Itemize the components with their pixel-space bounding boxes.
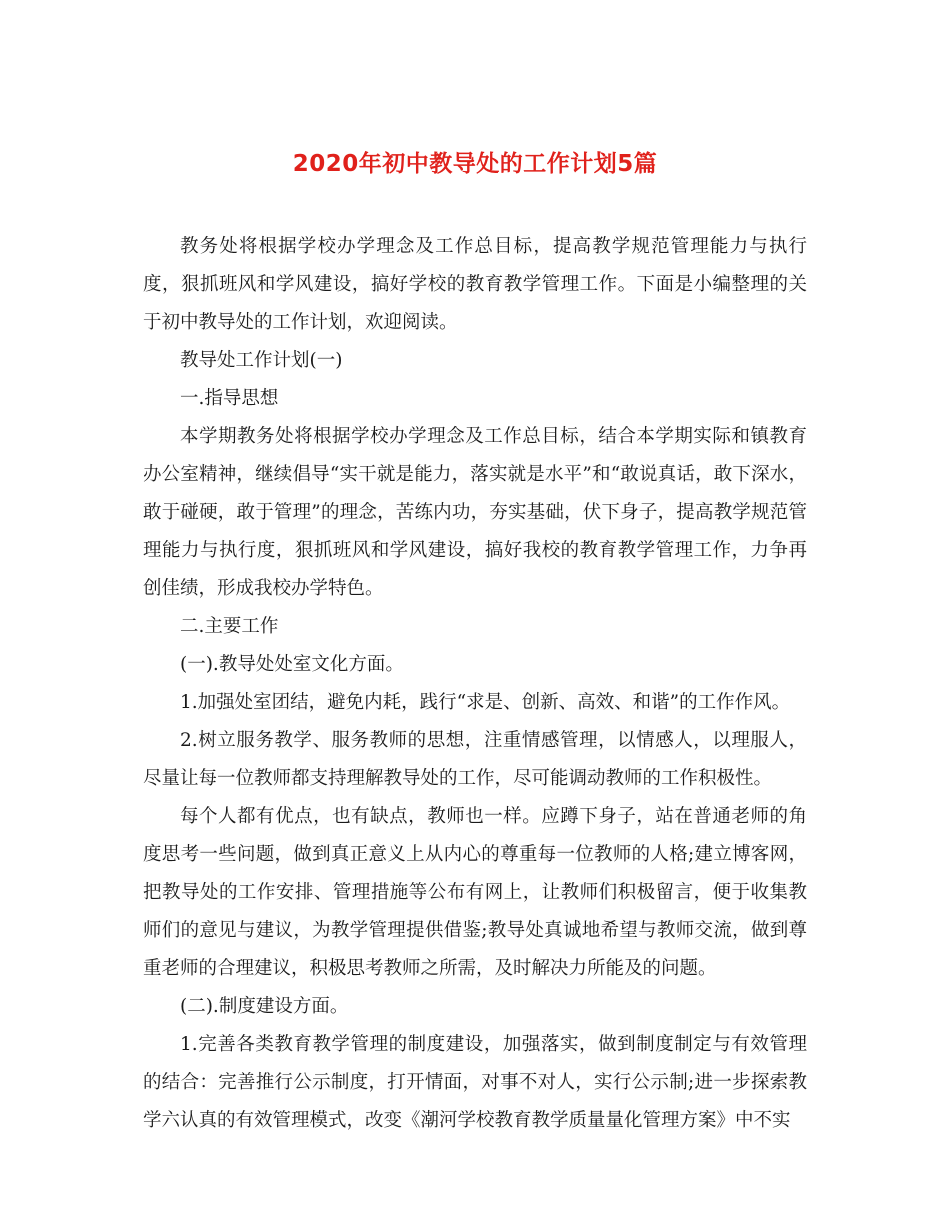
paragraph-guiding-ideology: 本学期教务处将根据学校办学理念及工作总目标，结合本学期实际和镇教育办公室精神，继续倡导“实干就是能力，落实就是水平”和“敢说真话，敢下深水，敢于碰硬，敢于管理”的理念，苦练内功，夯实基础，伏下身子，提高教学规范管理能力与执行度，狠抓班风和学风建设，搞好我校的教育教学管理工作，力争再创佳绩，形成我校办学特色。	[143, 426, 807, 599]
subheading-office-culture: (一).教导处处室文化方面。	[180, 654, 404, 675]
heading-main-work: 二.主要工作	[180, 616, 279, 637]
document-title: 2020年初中教导处的工作计划5篇	[292, 151, 658, 177]
document-body	[143, 228, 807, 1140]
paragraph-teachers: 每个人都有优点，也有缺点，教师也一样。应蹲下身子，站在普通老师的角度思考一些问题，做到真正意义上从内心的尊重每一位教师的人格;建立博客网，把教导处的工作安排、管理措施等公布有网上，让教师们积极留言，便于收集教师们的意见与建议，为教学管理提供借鉴;教导处真诚地希望与教师交流，做到尊重老师的合理建议，积极思考教师之所需，及时解决力所能及的问题。	[143, 806, 807, 979]
item-1-unity: 1.加强处室团结，避免内耗，践行“求是、创新、高效、和谐”的工作作风。	[180, 692, 791, 713]
subheading-system-building: (二).制度建设方面。	[180, 996, 349, 1017]
heading-guiding-ideology: 一.指导思想	[180, 388, 279, 409]
item-1-system: 1.完善各类教育教学管理的制度建设，加强落实，做到制度制定与有效管理的结合：完善推行公示制度，打开情面，对事不对人，实行公示制;进一步探索教学六认真的有效管理模式，改变《潮河学校教育教学质量量化管理方案》中不实	[143, 1034, 807, 1131]
item-2-service: 2.树立服务教学、服务教师的思想，注重情感管理，以情感人，以理服人，尽量让每一位教师都支持理解教导处的工作，尽可能调动教师的工作积极性。	[143, 730, 807, 789]
intro-paragraph: 教务处将根据学校办学理念及工作总目标，提高教学规范管理能力与执行度，狠抓班风和学风建设，搞好学校的教育教学管理工作。下面是小编整理的关于初中教导处的工作计划，欢迎阅读。	[143, 236, 807, 333]
section-heading-plan-one: 教导处工作计划(一)	[180, 350, 343, 371]
